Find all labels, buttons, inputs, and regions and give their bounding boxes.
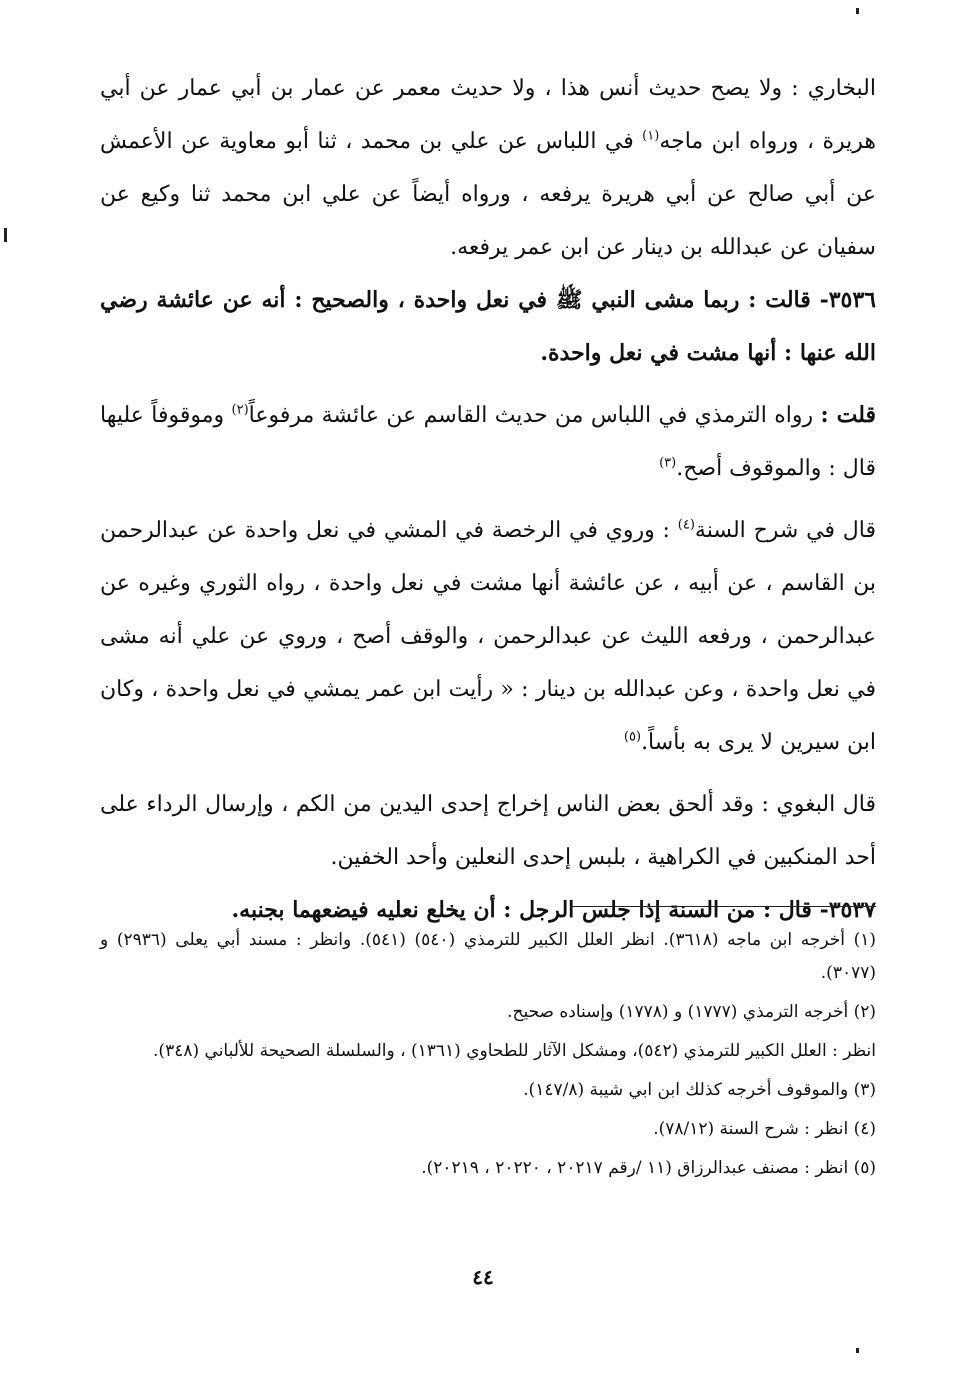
footnote-ref-3[interactable]: (٣) xyxy=(659,455,677,471)
footnotes xyxy=(100,924,876,1191)
footnote-5: (٥) انظر : مصنف عبدالرزاق (١١ /رقم ٢٠٢١٧ ، ٢٠٢٢٠ ، ٢٠٢١٩). xyxy=(421,1158,876,1178)
paragraph-bukhari: البخاري : ولا يصح حديث أنس هذا ، ولا حديث معمر عن عمار بن أبي عمار عن أبي هريرة ، ورواه ابن ماجه$^{(١)}$ في اللباس عن علي بن محمد ، ثنا أبو معاوية عن الأعمش عن أبي صالح عن أبي هريرة يرفعه ، ورواه أيضاً عن علي ابن محمد ثنا وكيع عن سفيان عن عبدالله بن دينار عن ابن عمر يرفعه. xyxy=(100,76,876,260)
footnote-2-continued: انظر : العلل الكبير للترمذي (٥٤٢)، ومشكل الآثار للطحاوي (١٣٦١) ، والسلسلة الصحيحة للألباني (٣٤٨). xyxy=(153,1041,876,1061)
main-text xyxy=(100,62,876,937)
footnote-ref-5[interactable]: (٥) xyxy=(623,729,642,745)
scan-mark-left xyxy=(4,228,7,242)
paragraph-qultu: قلت : رواه الترمذي في اللباس من حديث القاسم عن عائشة مرفوعاً$^{(٢)}$ وموقوفاً عليها قال : والموقوف أصح.$^{(٣)}$ xyxy=(100,402,877,481)
hadith-3536: ٣٥٣٦- قالت : ربما مشى النبي ﷺ في نعل واحدة ، والصحيح : أنه عن عائشة رضي الله عنها : أنها مشت في نعل واحدة. xyxy=(100,287,876,366)
footnote-ref-1[interactable]: (١) xyxy=(642,128,660,144)
footnote-ref-2[interactable]: (٢) xyxy=(231,402,249,418)
footnote-2: (٢) أخرجه الترمذي (١٧٧٧) و (١٧٧٨) وإسناده صحيح. xyxy=(507,1002,876,1022)
scan-mark-top xyxy=(856,8,859,14)
scan-mark-bottom xyxy=(856,1348,859,1353)
footnote-1: (١) أخرجه ابن ماجه (٣٦١٨). انظر العلل الكبير للترمذي (٥٤٠) (٥٤١). وانظر : مسند أبي يعلى (٢٩٣٦) و (٣٠٧٧). xyxy=(100,930,877,983)
paragraph-sharh-sunnah: قال في شرح السنة$^{(٤)}$ : وروي في الرخصة في المشي في نعل واحدة عن عبدالرحمن بن القاسم ، عن أبيه ، عن عائشة أنها مشت في نعل واحدة ، رواه الثوري وغيره عن عبدالرحمن ، ورفعه الليث عن عبدالرحمن ، والوقف أصح ، وروي عن علي أنه مشى في نعل واحدة ، وعن عبدالله بن دينار : « رأيت ابن عمر يمشي في نعل واحدة ، وكان ابن سيرين لا يرى به بأساً.$^{(٥)}$ xyxy=(100,517,876,755)
footnote-divider xyxy=(570,906,876,907)
footnote-4: (٤) انظر : شرح السنة (٧٨/١٢). xyxy=(653,1119,876,1139)
footnote-3: (٣) والموقوف أخرجه كذلك ابن ابي شيبة (١٤٧/٨). xyxy=(523,1080,876,1100)
page-number: ٤٤ xyxy=(472,1265,494,1289)
footnote-ref-4[interactable]: (٤) xyxy=(677,517,695,533)
hadith-3537: ٣٥٣٧- قال : من السنة إذا جلس الرجل : أن يخلع نعليه فيضعهما بجنبه. xyxy=(231,897,876,923)
paragraph-baghawi: قال البغوي : وقد ألحق بعض الناس إخراج إحدى اليدين من الكم ، وإرسال الرداء على أحد المنكبين في الكراهية ، بلبس إحدى النعلين وأحد الخفين. xyxy=(100,792,876,870)
